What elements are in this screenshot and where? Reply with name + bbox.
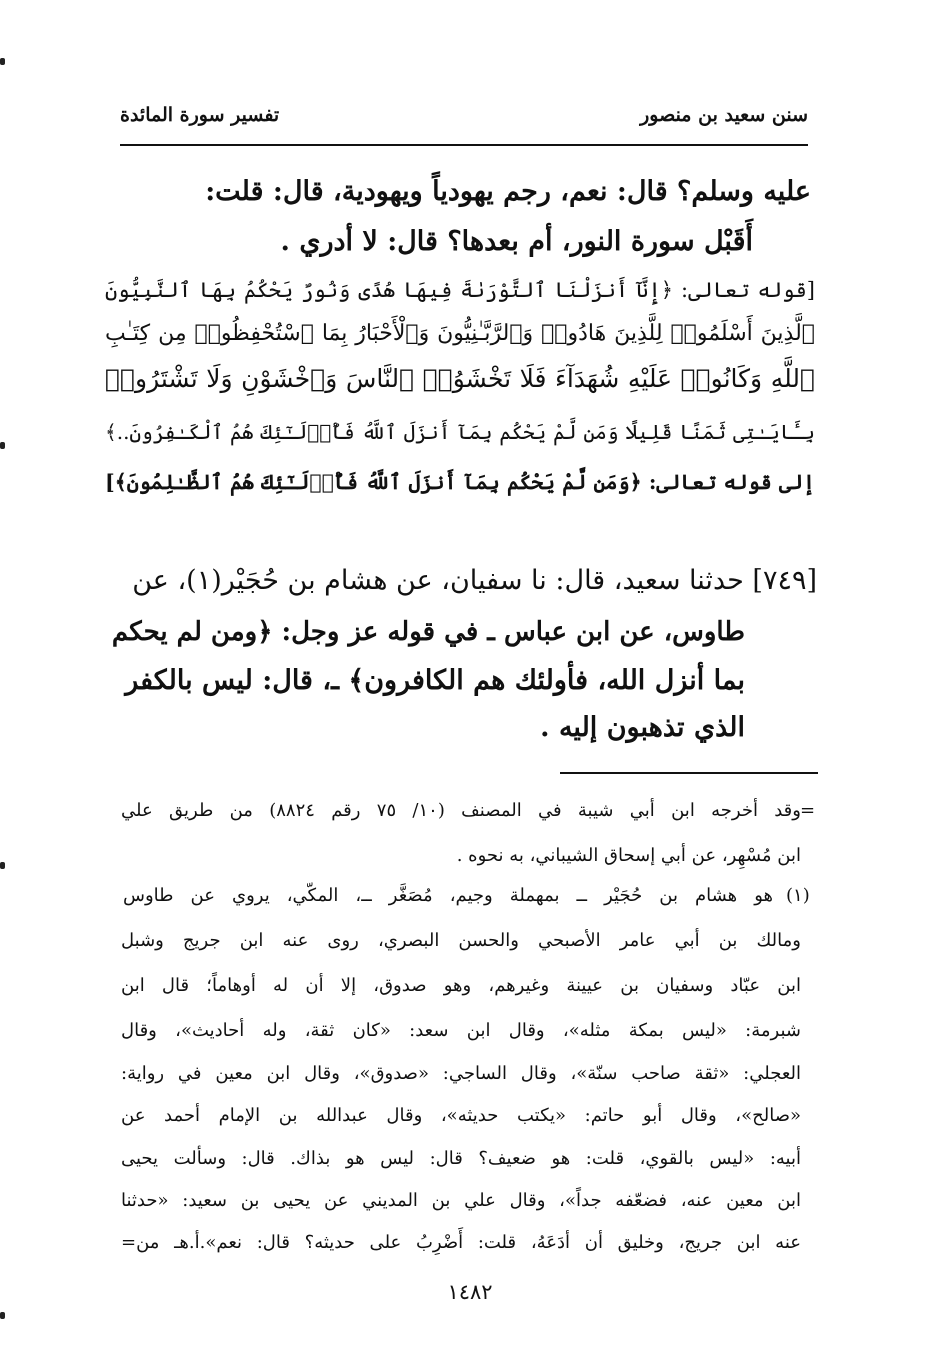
running-header — [120, 100, 808, 136]
hadith-line: طاوس، عن ابن عباس ـ في قوله عز وجل: ﴿ومن لم يحكم — [111, 617, 745, 647]
quran-verse-line: [قوله تعالى: ﴿إِنَّآ أَنزَلْنَا ٱلتَّوْرَىٰةَ فِيهَا هُدًى وَنُورٌ يَحْكُمُ بِهَا ٱلنَّبِيُّونَ — [105, 278, 815, 302]
book-title: سنن سعيد بن منصور — [640, 104, 808, 126]
footnote-line: ومالك بن أبي عامر الأصبحي والحسن البصري، روى عنه ابن جريج وشبل — [121, 930, 801, 951]
hadith-line: بما أنزل الله، فأولئك هم الكافرون﴾ ـ، قال: ليس بالكفر — [125, 665, 745, 696]
main-text-line: عليه وسلم؟ قال: نعم، رجم يهودياً ويهودية، قال: قلت: — [205, 176, 811, 207]
footnote-number: (١) — [786, 885, 810, 906]
footnote-line: هو هشام بن حُجَيْر ــ بمهملة وجيم، مُصَغَّر ــ، المكّي، يروي عن طاوس — [123, 885, 773, 906]
footnote-line: شبرمة: «ليس بمكة مثله»، وقال ابن سعد: «كان ثقة، وله أحاديث»، وقال — [121, 1020, 801, 1041]
quran-verse-line: إلى قوله تعالى: ﴿وَمَن لَّمْ يَحْكُم بِمَآ أَنزَلَ ٱللَّهُ فَأُو۟لَـٰٓئِكَ هُمُ ٱلظَّـٰلِمُونَ﴾] — [105, 470, 815, 494]
hadith-line: الذي تذهبون إليه . — [540, 712, 745, 743]
footnote-line: العجلي: «ثقة صاحب سنّة»، وقال الساجي: «صدوق»، وقال ابن معين في رواية: — [121, 1063, 801, 1084]
footnote-line: وقد أخرجه ابن أبي شيبة في المصنف (١٠/ ٧٥ رقم ٨٨٢٤) من طريق علي — [121, 800, 801, 821]
footnote-rule — [560, 772, 818, 774]
scan-mark — [0, 58, 5, 65]
hadith-line: [٧٤٩] حدثنا سعيد، قال: نا سفيان، عن هشام بن حُجَيْر(١)، عن — [132, 565, 817, 596]
page-number: ١٤٨٢ — [447, 1280, 493, 1304]
footnote-line: أبيه: «ليس بالقوي، قلت: هو ضعيف؟ قال: ليس هو بذاك. قال: وسألت يحيى — [121, 1148, 801, 1169]
main-text-line: أَقَبْل سورة النور، أم بعدها؟ قال: لا أدري . — [280, 226, 753, 257]
footnote-line: ابن عبّاد وسفيان بن عيينة وغيرهم، وهو صدوق، إلا أن له أوهاماً؛ قال ابن — [121, 975, 801, 996]
footnote-continuation-marker: = — [800, 800, 816, 821]
scan-mark — [0, 442, 5, 449]
footnote-line: عنه ابن جريج، وخليق أن أدَعَهُ، قلت: أَضْرِبُ على حديثه؟ قال: نعم».أ.هـ من= — [121, 1232, 801, 1253]
quran-verse-line: ٱللَّهِ وَكَانُوا۟ عَلَيْهِ شُهَدَآءَ فَلَا تَخْشَوُا۟ ٱلنَّاسَ وَٱخْشَوْنِ وَلَا تَشْتَرُوا۟ — [105, 364, 815, 393]
section-title: تفسير سورة المائدة — [120, 104, 280, 126]
header-rule — [120, 144, 808, 146]
scan-mark — [0, 1312, 5, 1319]
quran-verse-line: ٱلَّذِينَ أَسْلَمُوا۟ لِلَّذِينَ هَادُوا۟ وَٱلرَّبَّـٰنِيُّونَ وَٱلْأَحْبَارُ بِمَا ٱسْتُحْفِظُوا۟ مِن كِتَـٰبِ — [105, 321, 815, 346]
footnote-line: ابن مُسْهِر، عن أبي إسحاق الشيباني، به نحوه . — [456, 845, 801, 866]
scan-mark — [0, 862, 5, 869]
quran-verse-line: بِـَٔايَـٰتِى ثَمَنًا قَلِيلًا وَمَن لَّمْ يَحْكُم بِمَآ أَنزَلَ ٱللَّهُ فَأُو۟لَـٰٓئِكَ هُمُ ٱلْكَـٰفِرُونَ..﴾ — [105, 420, 815, 444]
footnote-line: «صالح»، وقال أبو حاتم: «يكتب حديثه»، وقال عبدالله بن الإمام أحمد عن — [121, 1105, 801, 1126]
footnote-line: ابن معين عنه، فضعّفه جداً»، وقال علي بن المديني عن يحيى بن سعيد: «حدثنا — [121, 1190, 801, 1211]
